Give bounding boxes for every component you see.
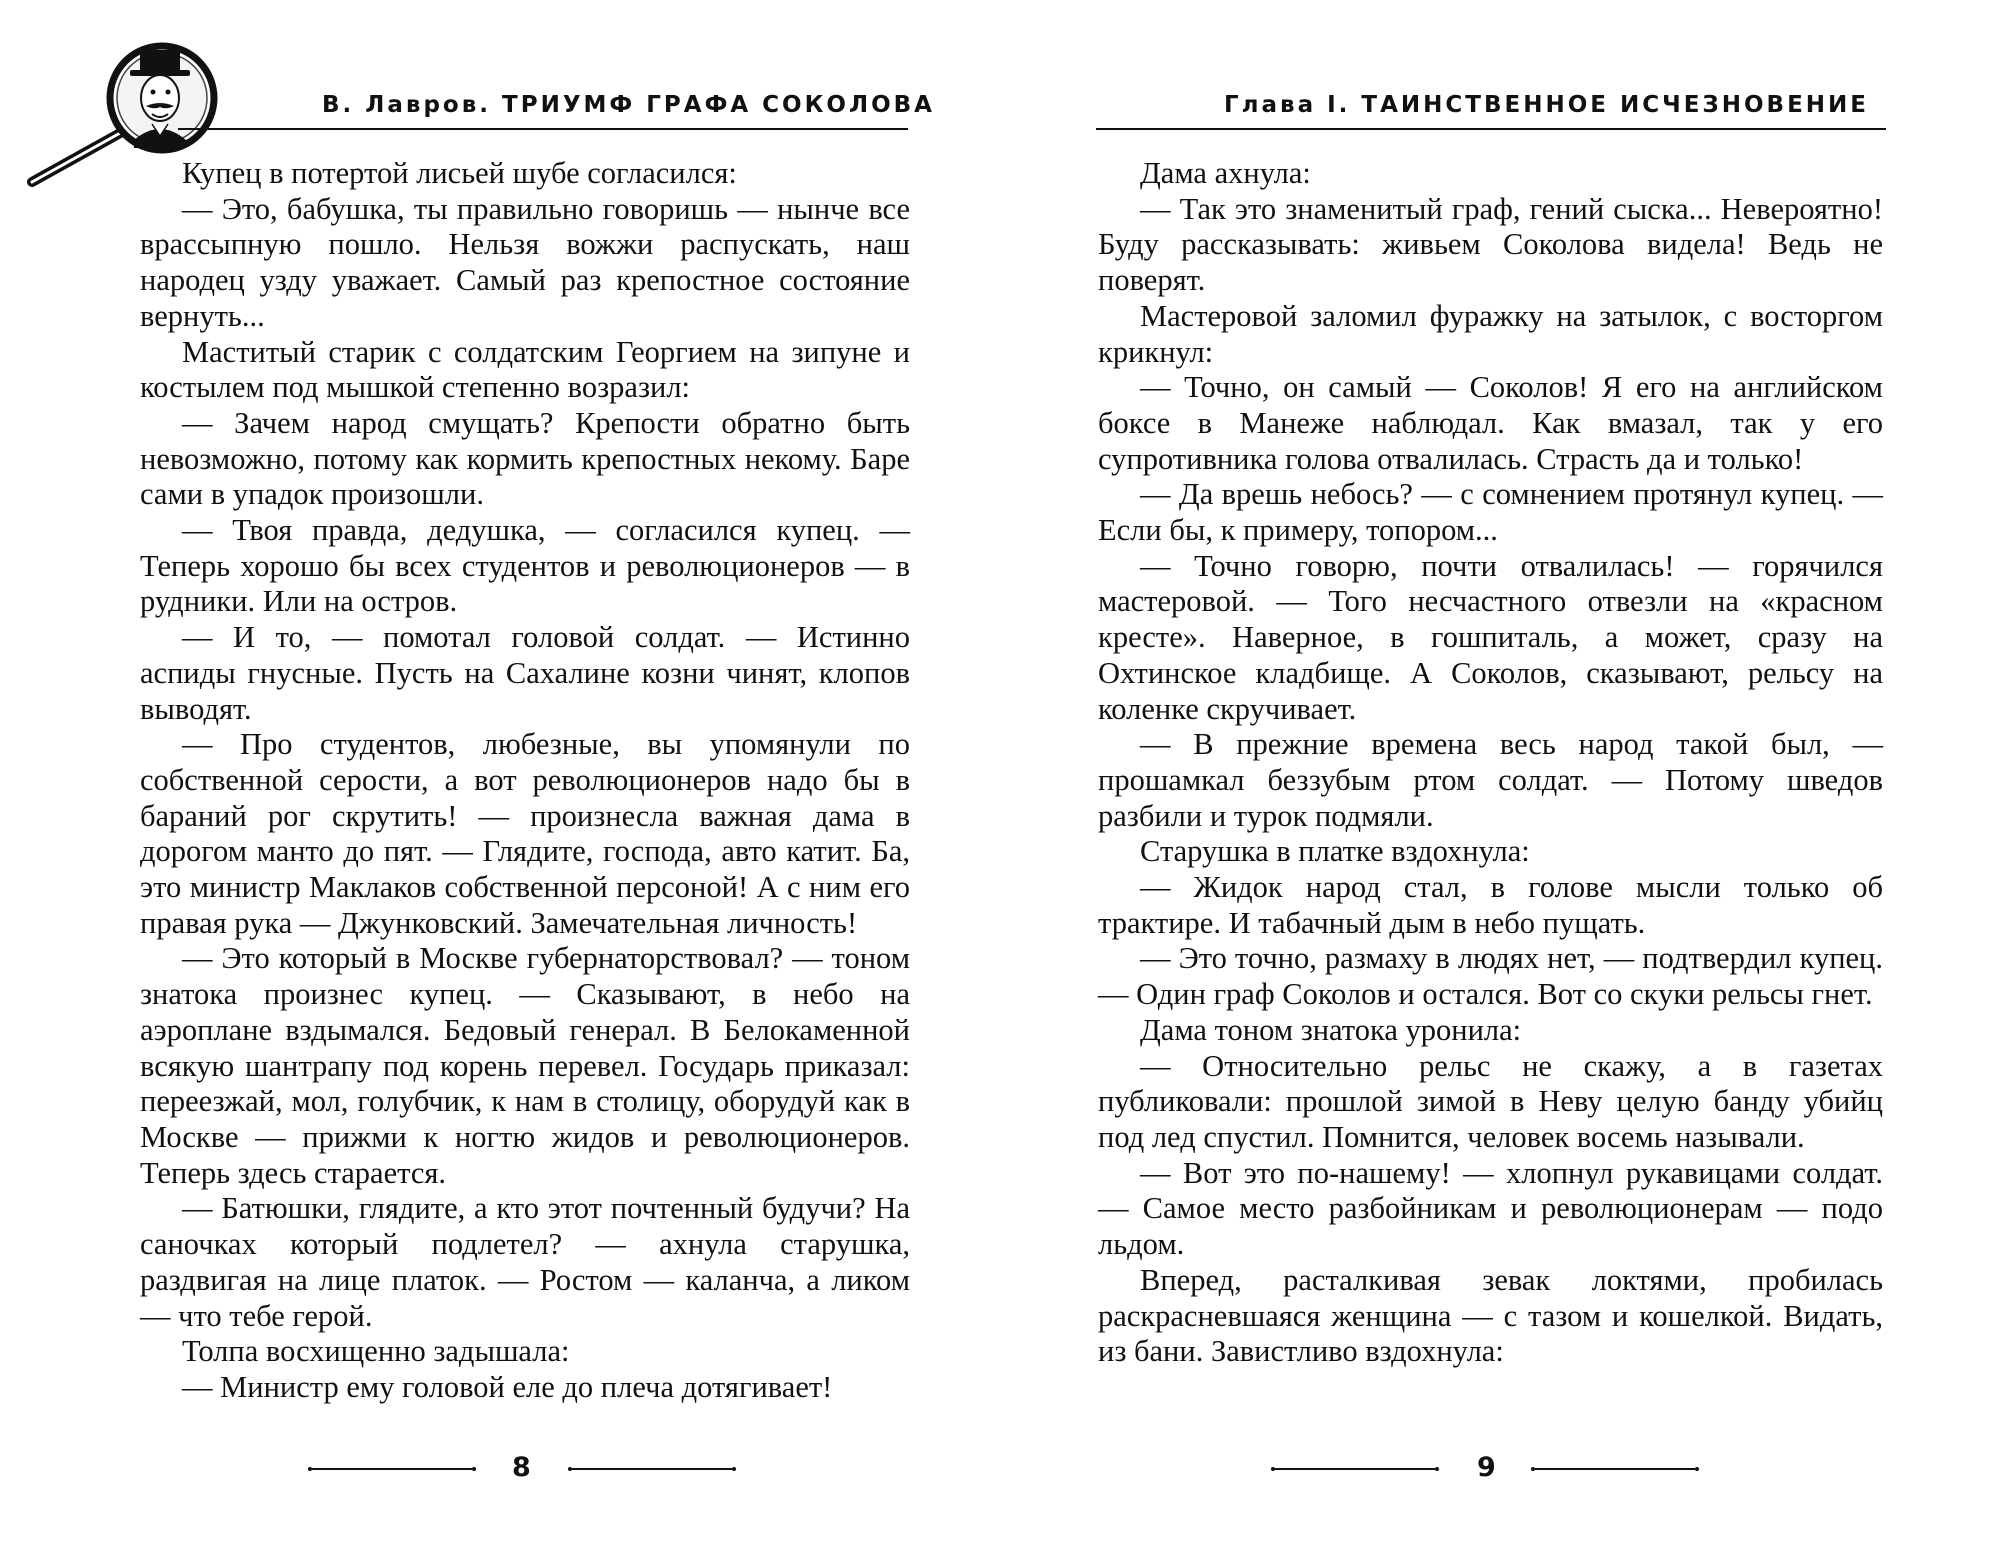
paragraph: Дама ахнула: xyxy=(1140,156,1311,190)
page-number: 9 xyxy=(1477,1452,1496,1483)
paragraph: — Твоя правда, дедушка, — согласился купец. — Теперь хорошо бы всех студентов и революционеров — в рудники. Или на остров. xyxy=(140,513,910,619)
paragraph: Вперед, расталкивая зевак локтями, пробилась раскрасневшаяся женщина — с тазом и кошелкой. Видать, из бани. Завистливо вздохнула: xyxy=(1098,1262,1883,1369)
body-text xyxy=(1098,156,1883,1370)
paragraph: Толпа восхищенно задышала: xyxy=(182,1334,570,1369)
paragraph: — Да врешь небось? — с сомнением протянул купец. — Если бы, к примеру, топором... xyxy=(1098,477,1883,548)
paragraph: — И то, — помотал головой солдат. — Истинно аспиды гнусные. Пусть на Сахалине козни чинят, клопов выводят. xyxy=(140,620,910,726)
page-number: 8 xyxy=(512,1452,531,1483)
paragraph: — В прежние времена весь народ такой был, — прошамкал беззубым ртом солдат. — Потому шведов разбили и турок подмяли. xyxy=(1098,727,1883,833)
paragraph: Старушка в платке вздохнула: xyxy=(1140,834,1530,869)
paragraph: — Относительно рельс не скажу, а в газетах публиковали: прошлой зимой в Неву целую банду убийц под лед спустил. Помнится, человек восемь называли. xyxy=(1098,1048,1883,1154)
folio-rule-left xyxy=(312,1468,472,1470)
paragraph: — Вот это по-нашему! — хлопнул рукавицами солдат. — Самое место разбойникам и революционерам — подо льдом. xyxy=(1098,1155,1883,1262)
paragraph: Маститый старик с солдатским Георгием на зипуне и костылем под мышкой степенно возразил: xyxy=(140,334,910,405)
paragraph: — Жидок народ стал, в голове мысли только об трактире. И табачный дым в небо пущать. xyxy=(1098,870,1883,940)
running-head: Глава I. ТАИНСТВЕННОЕ ИСЧЕЗНОВЕНИЕ xyxy=(1224,92,1869,118)
paragraph: — Это который в Москве губернаторствовал? — тоном знатока произнес купец. — Сказывают, в небо на аэроплане вздымался. Бедовый генерал. В Белокаменной всякую шантрапу под корень перевел. Государь приказал: переезжай, мол, голубчик, к нам в столицу, оборудуй как в Москве — прижми к ногтю жидов и революционеров. Теперь здесь старается. xyxy=(140,941,910,1190)
body-text xyxy=(140,156,910,1406)
paragraph: Мастеровой заломил фуражку на затылок, с восторгом крикнул: xyxy=(1098,298,1883,369)
paragraph: Купец в потертой лисьей шубе согласился: xyxy=(182,156,737,190)
paragraph: — Зачем народ смущать? Крепости обратно быть невозможно, потому как кормить крепостных некому. Баре сами в упадок произошли. xyxy=(140,405,910,512)
folio-rule-right xyxy=(572,1468,732,1470)
paragraph: — Министр ему головой еле до плеча дотягивает! xyxy=(182,1369,833,1404)
paragraph: — Это точно, размаху в людях нет, — подтвердил купец. — Один граф Соколов и остался. Вот со скуки рельсы гнет. xyxy=(1098,941,1883,1012)
paragraph: — Так это знаменитый граф, гений сыска... Невероятно! Буду рассказывать: живьем Соколова видела! Ведь не поверят. xyxy=(1098,191,1883,298)
header-rule xyxy=(1096,128,1886,130)
paragraph: Дама тоном знатока уронила: xyxy=(1140,1012,1522,1047)
folio-rule-left xyxy=(1275,1468,1435,1470)
paragraph: — Это, бабушка, ты правильно говоришь — нынче все врассыпную пошло. Нельзя вожжи распускать, наш народец узду уважает. Самый раз крепостное состояние вернуть... xyxy=(140,191,910,333)
header-rule xyxy=(178,128,908,130)
paragraph: — Батюшки, глядите, а кто этот почтенный будучи? На саночках который подлетел? — ахнула старушка, раздвигая на лице платок. — Ростом — каланча, а ликом — что тебе герой. xyxy=(140,1191,910,1333)
folio-rule-right xyxy=(1535,1468,1695,1470)
right-page xyxy=(998,0,1996,1566)
running-head: В. Лавров. ТРИУМФ ГРАФА СОКОЛОВА xyxy=(322,92,935,118)
paragraph: — Точно говорю, почти отвалилась! — горячился мастеровой. — Того несчастного отвезли на «красном кресте». Наверное, в гошпиталь, а может, сразу на Охтинское кладбище. А Соколов, сказывают, рельсу на коленке скручивает. xyxy=(1098,548,1883,726)
paragraph: — Точно, он самый — Соколов! Я его на английском боксе в Манеже наблюдал. Как вмазал, так у его супротивника голова отвалилась. Страсть да и только! xyxy=(1098,370,1883,476)
paragraph: — Про студентов, любезные, вы упомянули по собственной серости, а вот революционеров надо бы в бараний рог скрутить! — произнесла важная дама в дорогом манто до пят. — Глядите, господа, авто катит. Ба, это министр Маклаков собственной персоной! А с ним его правая рука — Джунковский. Замечательная личность! xyxy=(140,727,910,940)
